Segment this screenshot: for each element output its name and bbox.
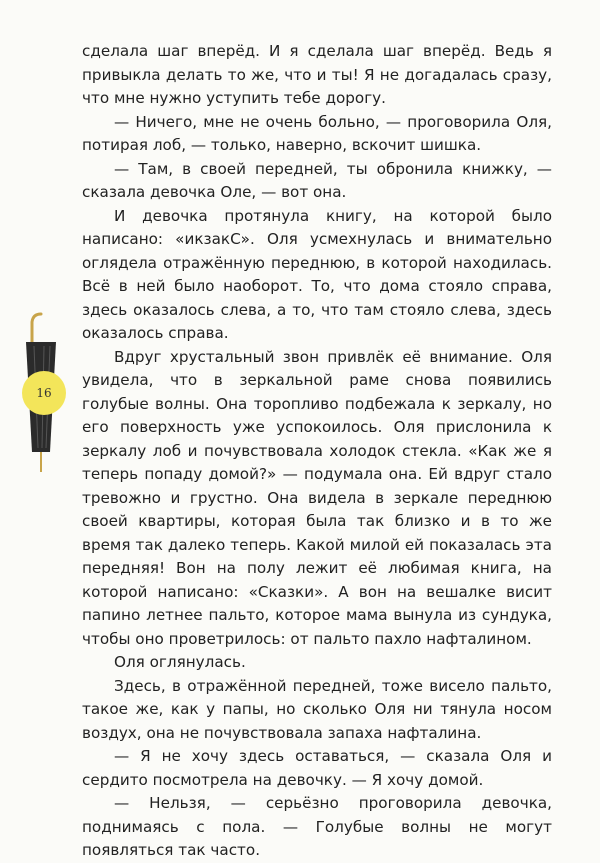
page-number: 16 bbox=[36, 386, 52, 400]
paragraph: И девочка протянула книгу, на которой было написано: «икзакС». Оля усмехнулась и внимательно оглядела отражённую переднюю, в которой находилась. Всё в ней было наоборот. То, что дома стояло справа, здесь оказалось слева, а то, что там стояло слева, здесь оказалось справа. bbox=[82, 206, 552, 342]
paragraph: сделала шаг вперёд. И я сделала шаг вперёд. Ведь я привыкла делать то же, что и ты! Я не догадалась сразу, что мне нужно уступить тебе дорогу. bbox=[82, 42, 552, 107]
paragraph: Оля оглянулась. bbox=[114, 653, 246, 671]
paragraph: Вдруг хрустальный звон привлёк её внимание. Оля увидела, что в зеркальной раме снова появились голубые волны. Она торопливо подбежала к зеркалу, но его поверхность уже успокоилось. Оля прислонила к зеркалу лоб и почувствовала холодок стекла. «Как же я теперь попаду домой?» — подумала она. Ей вдруг стало тревожно и грустно. Она видела в зеркале переднюю своей квартиры, которая была так близко и в то же время так далеко теперь. Какой милой ей показалась эта передняя! Вон на полу лежит её любимая книга, на которой написано: «Сказки». А вон на вешалке висит папино летнее пальто, которое мама вынула из сундука, чтобы оно проветрилось: от пальто пахло нафталином. bbox=[82, 347, 552, 648]
paragraph: — Ничего, мне не очень больно, — проговорила Оля, потирая лоб, — только, наверно, вскочит шишка. bbox=[82, 112, 552, 154]
paragraph: — Нельзя, — серьёзно проговорила девочка, поднимаясь с пола. — Голубые волны не могут появляться так часто. bbox=[82, 794, 552, 859]
paragraph: — Я не хочу здесь оставаться, — сказала Оля и сердито посмотрела на девочку. — Я хочу домой. bbox=[82, 747, 552, 789]
page-number-badge bbox=[22, 371, 66, 415]
paragraph: Здесь, в отражённой передней, тоже висело пальто, такое же, как у папы, но сколько Оля ни тянула носом воздух, она не почувствовала запаха нафталина. bbox=[82, 676, 552, 742]
page-text bbox=[82, 40, 552, 863]
paragraph: — Там, в своей передней, ты обронила книжку, — сказала девочка Оле, — вот она. bbox=[82, 159, 552, 201]
